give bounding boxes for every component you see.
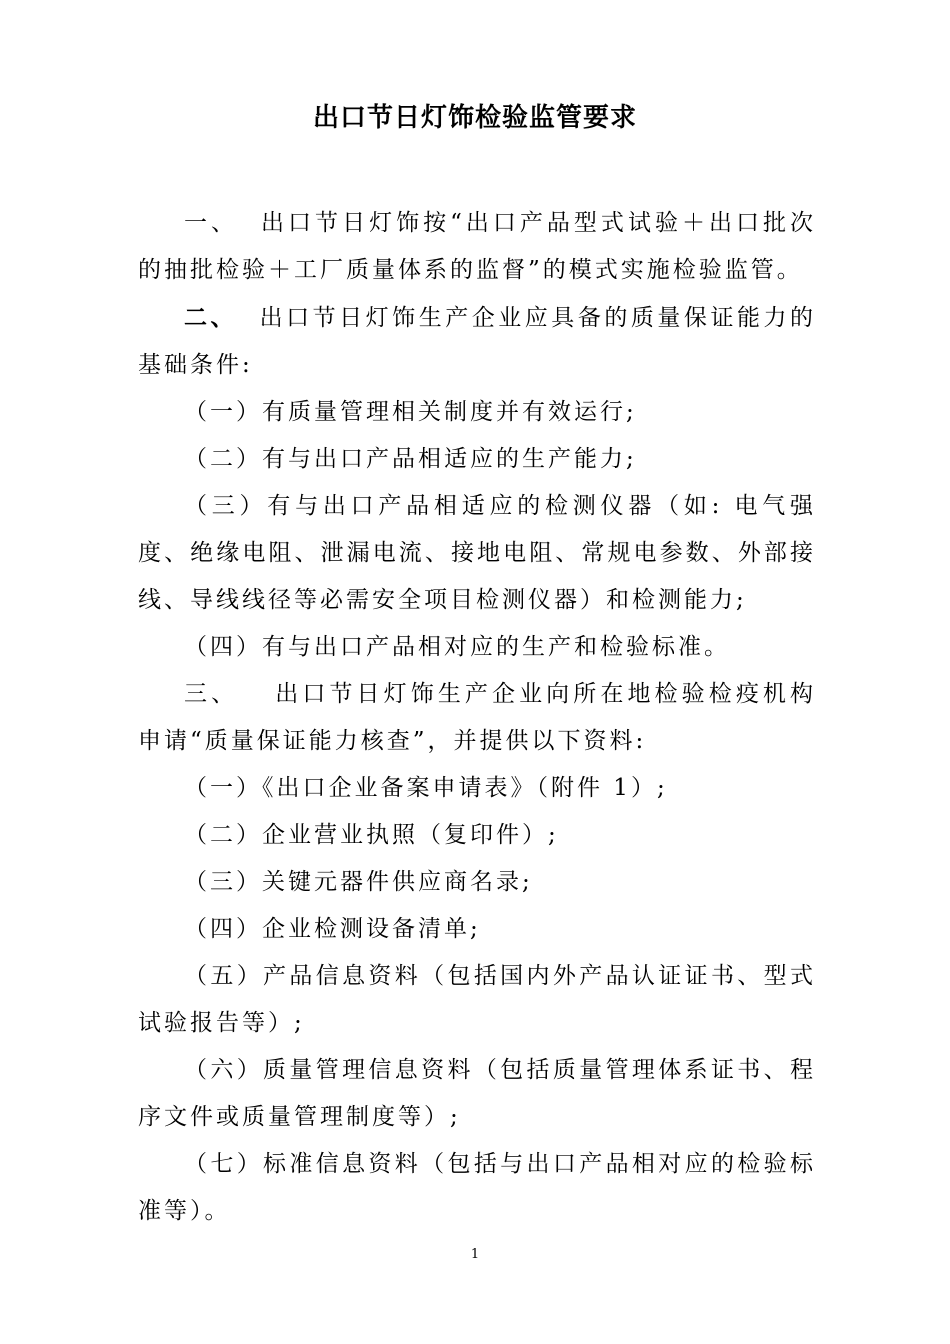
section-3-item: （六）质量管理信息资料（包括质量管理体系证书、程序文件或质量管理制度等）;: [138, 1057, 816, 1130]
section-3-number: 三、: [184, 681, 239, 707]
section-3-text: 出口节日灯饰生产企业向所在地检验检疫机构申请“质量保证能力核查”，并提供以下资料:: [138, 681, 817, 754]
section-3-item: （四）企业检测设备清单;: [184, 916, 481, 942]
document-title: 出口节日灯饰检验监管要求: [312, 103, 637, 133]
section-3-item: （二）企业营业执照（复印件）;: [184, 822, 559, 848]
section-2-text: 出口节日灯饰生产企业应具备的质量保证能力的基础条件:: [138, 305, 817, 378]
section-1-paragraph: [138, 200, 816, 294]
section-2-item: （一）有质量管理相关制度并有效运行;: [184, 399, 637, 425]
section-3-paragraph: [138, 671, 816, 765]
section-1-text: 出口节日灯饰按“出口产品型式试验＋出口批次的抽批检验＋工厂质量体系的监督”的模式实施检验监管。: [138, 210, 817, 283]
section-2-item: （三）有与出口产品相适应的检测仪器（如: 电气强度、绝缘电阻、泄漏电流、接地电阻、常规电参数、外部接线、导线线径等必需安全项目检测仪器）和检测能力;: [138, 493, 816, 613]
section-2-item: （四）有与出口产品相对应的生产和检验标准。: [184, 634, 730, 660]
section-1-number: 一、: [184, 210, 239, 236]
section-2-item: （二）有与出口产品相适应的生产能力;: [184, 446, 637, 472]
document-body: [138, 200, 816, 1235]
section-3-item: （五）产品信息资料（包括国内外产品认证证书、型式试验报告等）;: [138, 963, 816, 1036]
section-2-paragraph: [138, 294, 816, 389]
page-number: 1: [470, 1247, 480, 1262]
section-3-item: （三）关键元器件供应商名录;: [184, 869, 533, 895]
section-3-item: （一）《出口企业备案申请表》（附件 1）;: [184, 775, 668, 801]
section-2-number: 二、: [184, 304, 238, 331]
section-3-item: （七）标准信息资料（包括与出口产品相对应的检验标准等）。: [138, 1151, 816, 1224]
